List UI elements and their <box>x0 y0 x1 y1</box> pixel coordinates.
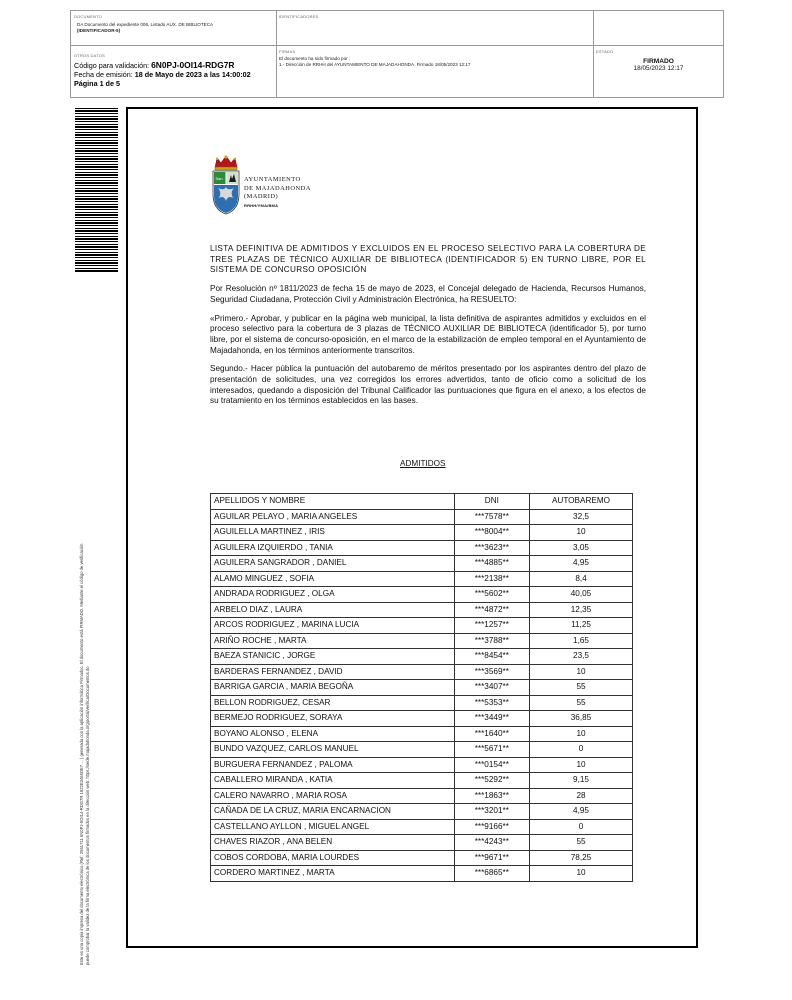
cell-autobaremo: 8,4 <box>530 571 633 587</box>
document-body <box>210 244 646 415</box>
table-row <box>211 556 633 572</box>
paragraph-resolucion: Por Resolución nº 1811/2023 de fecha 15 de mayo de 2023, el Concejal delegado de Hacienda, Recursos Humanos, Seguridad Ciudadana, Protección Civil y Administración Electrónica, ha RESUELTO: <box>210 284 646 304</box>
column-header-nombre: APELLIDOS Y NOMBRE <box>211 494 455 510</box>
table-row <box>211 633 633 649</box>
cell-autobaremo: 1,65 <box>530 633 633 649</box>
cell-autobaremo: 36,85 <box>530 711 633 727</box>
cell-dni: ***4872** <box>454 602 529 618</box>
cell-dni: ***5292** <box>454 773 529 789</box>
column-header-dni: DNI <box>454 494 529 510</box>
firmas-cell <box>279 49 591 68</box>
organization-name <box>244 176 311 210</box>
cell-nombre: ARBELO DIAZ , LAURA <box>211 602 455 618</box>
cell-nombre: AGUILELLA MARTINEZ , IRIS <box>211 525 455 541</box>
codigo-prefix: Código para validación: <box>74 61 150 70</box>
cell-autobaremo: 78,25 <box>530 850 633 866</box>
cell-autobaremo: 9,15 <box>530 773 633 789</box>
cell-nombre: CORDERO MARTINEZ , MARTA <box>211 866 455 882</box>
cell-dni: ***5353** <box>454 695 529 711</box>
identificadores-label: IDENTIFICADORES <box>279 14 319 19</box>
cell-dni: ***0154** <box>454 757 529 773</box>
org-line3: (MADRID) <box>244 193 279 200</box>
identificadores-cell <box>279 14 579 19</box>
cell-nombre: BELLON RODRIGUEZ, CESAR <box>211 695 455 711</box>
cell-nombre: CABALLERO MIRANDA , KATIA <box>211 773 455 789</box>
cell-autobaremo: 4,95 <box>530 804 633 820</box>
cell-nombre: BURGUERA FERNANDEZ , PALOMA <box>211 757 455 773</box>
cell-nombre: BARRIGA GARCIA , MARIA BEGOÑA <box>211 680 455 696</box>
cell-dni: ***4243** <box>454 835 529 851</box>
cell-nombre: ARCOS RODRIGUEZ , MARINA LUCIA <box>211 618 455 634</box>
documento-line1: DA Documento del expediente 006, Listado AUX. DE BIBLIOTECA <box>77 22 214 27</box>
cell-autobaremo: 10 <box>530 525 633 541</box>
table-header-row <box>211 494 633 510</box>
document-page <box>126 107 698 948</box>
table-row <box>211 695 633 711</box>
cell-dni: ***4885** <box>454 556 529 572</box>
firmas-line1: El documento ha sido firmado por : <box>279 56 351 61</box>
cell-dni: ***9671** <box>454 850 529 866</box>
firmas-line2: 1.- Dirección de RRHH del AYUNTAMIENTO DE MAJADAHONDA. Firmado 18/05/2023 12:17 <box>279 62 471 67</box>
cell-dni: ***1640** <box>454 726 529 742</box>
cell-dni: ***8004** <box>454 525 529 541</box>
header-divider <box>593 11 594 97</box>
cell-dni: ***6865** <box>454 866 529 882</box>
cell-nombre: AGUILERA SANGRADOR , DANIEL <box>211 556 455 572</box>
cell-nombre: AGUILERA IZQUIERDO , TANIA <box>211 540 455 556</box>
admitidos-table <box>210 493 633 882</box>
cell-nombre: CALERO NAVARRO , MARIA ROSA <box>211 788 455 804</box>
fecha-value: 18 de Mayo de 2023 a las 14:00:02 <box>134 70 251 79</box>
cell-dni: ***3569** <box>454 664 529 680</box>
barcode <box>75 108 118 272</box>
admitidos-heading: ADMITIDOS <box>400 459 446 468</box>
cell-autobaremo: 10 <box>530 664 633 680</box>
cell-nombre: CHAVES RIAZOR , ANA BELEN <box>211 835 455 851</box>
fecha-prefix: Fecha de emisión: <box>74 70 133 79</box>
cell-autobaremo: 55 <box>530 835 633 851</box>
table-row <box>211 680 633 696</box>
cell-autobaremo: 3,05 <box>530 540 633 556</box>
cell-dni: ***5671** <box>454 742 529 758</box>
org-ref: RRHH/YMA/BMA <box>244 202 279 208</box>
cell-nombre: BUNDO VAZQUEZ, CARLOS MANUEL <box>211 742 455 758</box>
cell-autobaremo: 32,5 <box>530 509 633 525</box>
column-header-autobaremo: AUTOBAREMO <box>530 494 633 510</box>
table-row <box>211 571 633 587</box>
cell-nombre: ALAMO MINGUEZ , SOFIA <box>211 571 455 587</box>
org-line1: AYUNTAMIENTO <box>244 176 301 183</box>
table-row <box>211 664 633 680</box>
table-row <box>211 525 633 541</box>
otros-datos-cell <box>74 53 274 88</box>
cell-autobaremo: 11,25 <box>530 618 633 634</box>
table-row <box>211 711 633 727</box>
side-verification-text <box>79 275 91 965</box>
cell-nombre: BOYANO ALONSO , ELENA <box>211 726 455 742</box>
cell-dni: ***2138** <box>454 571 529 587</box>
cell-autobaremo: 28 <box>530 788 633 804</box>
table-row <box>211 773 633 789</box>
validation-header <box>70 10 724 98</box>
table-row <box>211 850 633 866</box>
cell-dni: ***5602** <box>454 587 529 603</box>
cell-autobaremo: 23,5 <box>530 649 633 665</box>
codigo-validacion <box>74 61 274 70</box>
cell-dni: ***3407** <box>454 680 529 696</box>
svg-text:San: San <box>215 176 223 181</box>
cell-nombre: BERMEJO RODRIGUEZ, SORAYA <box>211 711 455 727</box>
table-row <box>211 726 633 742</box>
otros-datos-label: OTROS DATOS <box>74 53 105 58</box>
coat-of-arms-icon <box>210 154 242 216</box>
cell-nombre: BARDERAS FERNANDEZ , DAVID <box>211 664 455 680</box>
cell-dni: ***1863** <box>454 788 529 804</box>
estado-value: FIRMADO <box>643 58 674 65</box>
documento-cell <box>74 14 274 34</box>
cell-dni: ***7578** <box>454 509 529 525</box>
table-row <box>211 804 633 820</box>
side-text-line1: Este es una copia impresa del documento electrónico (Ref: 2561711 6N0PJ-0OI14-RDG7R 1922E3465DE7 ... ) generada con la aplicación informática Firmadoc. El documento está FIRMADO. Mediante el código de verificación <box>79 543 84 965</box>
table-row <box>211 649 633 665</box>
documento-line2: (IDENTIFICADOR-5) <box>77 28 121 33</box>
cell-dni: ***1257** <box>454 618 529 634</box>
table-body <box>211 509 633 881</box>
cell-autobaremo: 0 <box>530 819 633 835</box>
estado-date: 18/05/2023 12:17 <box>633 65 684 72</box>
document-title: LISTA DEFINITIVA DE ADMITIDOS Y EXCLUIDOS EN EL PROCESO SELECTIVO PARA LA COBERTURA DE TRES PLAZAS DE TÉCNICO AUXILIAR DE BIBLIOTECA (IDENTIFICADOR 5) EN TURNO LIBRE, POR EL SISTEMA DE CONCURSO OPOSICIÓN <box>210 244 646 275</box>
cell-dni: ***9166** <box>454 819 529 835</box>
cell-autobaremo: 40,05 <box>530 587 633 603</box>
table-row <box>211 866 633 882</box>
cell-autobaremo: 10 <box>530 726 633 742</box>
estado-cell <box>596 49 721 72</box>
cell-nombre: CASTELLANO AYLLON , MIGUEL ANGEL <box>211 819 455 835</box>
fecha-emision <box>74 70 274 79</box>
cell-autobaremo: 55 <box>530 680 633 696</box>
cell-nombre: BAEZA STANICIC , JORGE <box>211 649 455 665</box>
table-row <box>211 757 633 773</box>
cell-dni: ***3623** <box>454 540 529 556</box>
cell-autobaremo: 10 <box>530 866 633 882</box>
estado-label: ESTADO <box>596 49 614 54</box>
table-row <box>211 788 633 804</box>
documento-label: DOCUMENTO <box>74 14 102 19</box>
cell-autobaremo: 12,35 <box>530 602 633 618</box>
firmas-label: FIRMAS <box>279 49 296 54</box>
cell-nombre: ARIÑO ROCHE , MARTA <box>211 633 455 649</box>
cell-nombre: AGUILAR PELAYO , MARIA ANGELES <box>211 509 455 525</box>
table-row <box>211 540 633 556</box>
table-row <box>211 509 633 525</box>
table-row <box>211 618 633 634</box>
org-line2: DE MAJADAHONDA <box>244 184 311 192</box>
paragraph-segundo: Segundo.- Hacer pública la puntuación del autobaremo de méritos presentado por los aspirantes dentro del plazo de presentación de solicitudes, una vez corregidos los errores advertidos, tanto de oficio como a solicitud de los interesados, quedando a disposición del Tribunal Calificador las puntuaciones que figura en el anexo, a los efectos de su tratamiento en los términos establecidos en las bases. <box>210 364 646 406</box>
cell-nombre: COBOS CORDOBA, MARIA LOURDES <box>211 850 455 866</box>
side-text-line2: puede comprobar la validez de la firma electrónica de los documentos firmados en la dirección web: https://sede.majadahonda.org/portal/verificarDocumentos.do <box>85 666 90 965</box>
table-row <box>211 819 633 835</box>
cell-dni: ***3788** <box>454 633 529 649</box>
codigo-value: 6N0PJ-0OI14-RDG7R <box>151 60 235 70</box>
header-divider <box>276 11 277 97</box>
header-divider <box>71 45 723 46</box>
cell-dni: ***3449** <box>454 711 529 727</box>
cell-dni: ***8454** <box>454 649 529 665</box>
table-row <box>211 587 633 603</box>
cell-nombre: CAÑADA DE LA CRUZ, MARIA ENCARNACION <box>211 804 455 820</box>
cell-autobaremo: 10 <box>530 757 633 773</box>
paragraph-primero: «Primero.- Aprobar, y publicar en la página web municipal, la lista definitiva de aspirantes admitidos y excluidos en el proceso selectivo para la cobertura de 3 plazas de TÉCNICO AUXILIAR DE BIBLIOTECA (identificador 5), por turno libre, por el sistema de concurso-oposición, en el marco de la estabilización de empleo temporal en el Ayuntamiento de Majadahonda, en los términos anteriormente transcritos. <box>210 313 646 355</box>
cell-dni: ***3201** <box>454 804 529 820</box>
cell-autobaremo: 4,95 <box>530 556 633 572</box>
table-row <box>211 835 633 851</box>
table-row <box>211 742 633 758</box>
cell-nombre: ANDRADA RODRIGUEZ , OLGA <box>211 587 455 603</box>
cell-autobaremo: 0 <box>530 742 633 758</box>
table-row <box>211 602 633 618</box>
pagina: Página 1 de 5 <box>74 79 120 88</box>
cell-autobaremo: 55 <box>530 695 633 711</box>
